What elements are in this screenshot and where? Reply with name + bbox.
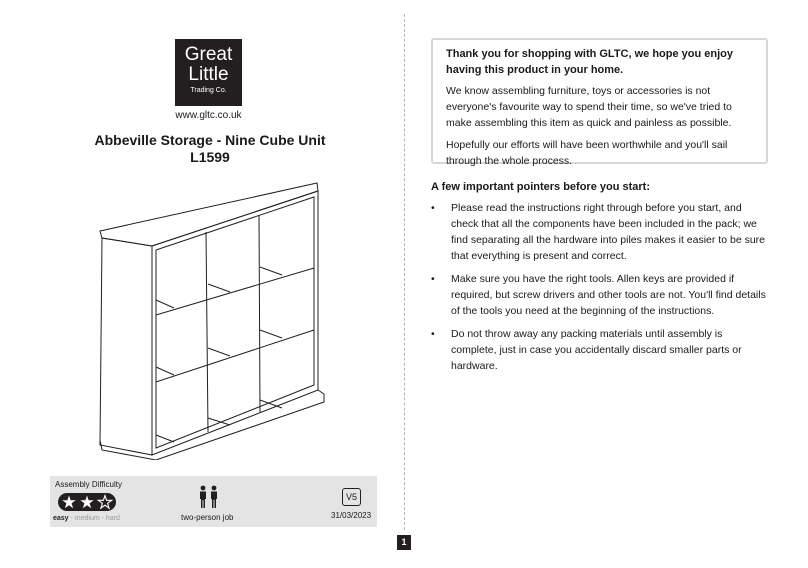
- intro-paragraph-1: We know assembling furniture, toys or accessories is not everyone's favourite way to spend their time, so we've tried to make assembling this item as quick and painless as possible.: [446, 85, 732, 129]
- intro-paragraph-2: Hopefully our efforts will have been worthwhile and you'll sail through the whole process.: [446, 139, 728, 167]
- bullet-marker: •: [431, 202, 435, 214]
- brand-logo: [175, 39, 242, 106]
- list-item-text: Please read the instructions right through before you start, and check that all the components have been included in the pack; we find separating all the hardware into piles makes it easier to be sure that everything is present and correct.: [451, 202, 766, 262]
- footer-panel: [50, 476, 377, 527]
- list-item: [431, 200, 766, 264]
- star-icon: [62, 496, 75, 509]
- bullet-marker: •: [431, 328, 435, 340]
- list-item-text: Make sure you have the right tools. Allen keys are provided if required, but screw drivers and other tools are not. You'll find details of the tools you need at the beginning of the instructions.: [451, 273, 766, 317]
- product-name: Abbeville Storage - Nine Cube Unit: [94, 132, 326, 148]
- document-date: 31/03/2023: [331, 511, 372, 520]
- bullet-marker: •: [431, 273, 435, 285]
- pointers-heading: A few important pointers before you start:: [431, 181, 651, 193]
- intro-box: [431, 38, 768, 167]
- star-icon: [80, 496, 93, 509]
- difficulty-rating: [58, 493, 116, 511]
- pointers-list: [431, 200, 766, 381]
- list-item: [431, 271, 766, 319]
- logo-line3: Trading Co.: [190, 87, 227, 94]
- two-person-icon: [197, 485, 221, 509]
- website-url: www.gltc.co.uk: [175, 110, 242, 121]
- list-item: [431, 326, 766, 374]
- logo-line1: Great: [184, 44, 233, 65]
- page-divider: [404, 14, 405, 530]
- difficulty-scale: [53, 515, 120, 522]
- star-icon: [98, 496, 111, 509]
- intro-heading: Thank you for shopping with GLTC, we hope you enjoy having this product in your home.: [446, 48, 734, 76]
- product-code: L1599: [190, 149, 230, 165]
- page-number: 1: [397, 535, 411, 550]
- storage-unit-illustration: [96, 180, 328, 460]
- version-badge: V5: [342, 488, 361, 506]
- difficulty-label: Assembly Difficulty: [55, 480, 122, 489]
- logo-line2: Little: [188, 64, 229, 85]
- people-label: two-person job: [181, 513, 234, 522]
- scale-easy: easy: [53, 515, 69, 522]
- list-item-text: Do not throw away any packing materials until assembly is complete, just in case you accidentally discard smaller parts or hardware.: [451, 328, 742, 372]
- product-title: [60, 132, 360, 166]
- scale-rest: - medium - hard: [68, 515, 120, 522]
